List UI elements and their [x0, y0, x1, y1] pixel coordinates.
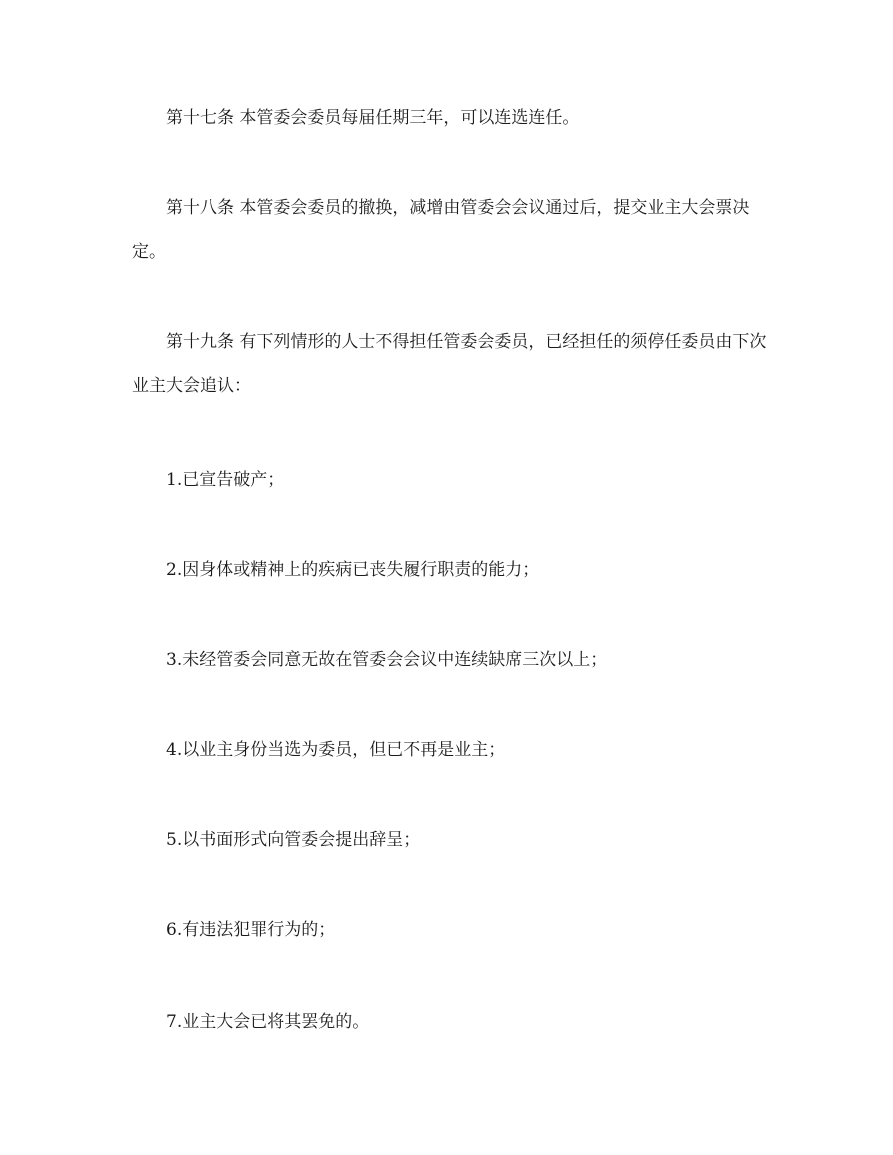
list-item: 5.以书面形式向管委会提出辞呈；	[166, 830, 421, 850]
list-item: 3.未经管委会同意无故在管委会会议中连续缺席三次以上；	[166, 650, 608, 670]
list-item: 2.因身体或精神上的疾病已丧失履行职责的能力；	[166, 560, 540, 580]
article-18: 第十八条 本管委会委员的撤换，减增由管委会会议通过后，提交业主大会票决定。	[132, 198, 750, 262]
list-item: 1.已宣告破产；	[166, 470, 285, 490]
article-17: 第十七条 本管委会委员每届任期三年，可以连选连任。	[166, 108, 580, 128]
list-item: 4.以业主身份当选为委员，但已不再是业主；	[166, 740, 506, 760]
list-item: 6.有违法犯罪行为的；	[166, 920, 336, 940]
list-item: 7.业主大会已将其罢免的。	[166, 1012, 370, 1032]
article-19: 第十九条 有下列情形的人士不得担任管委会委员，已经担任的须停任委员由下次业主大会追认：	[132, 332, 767, 396]
